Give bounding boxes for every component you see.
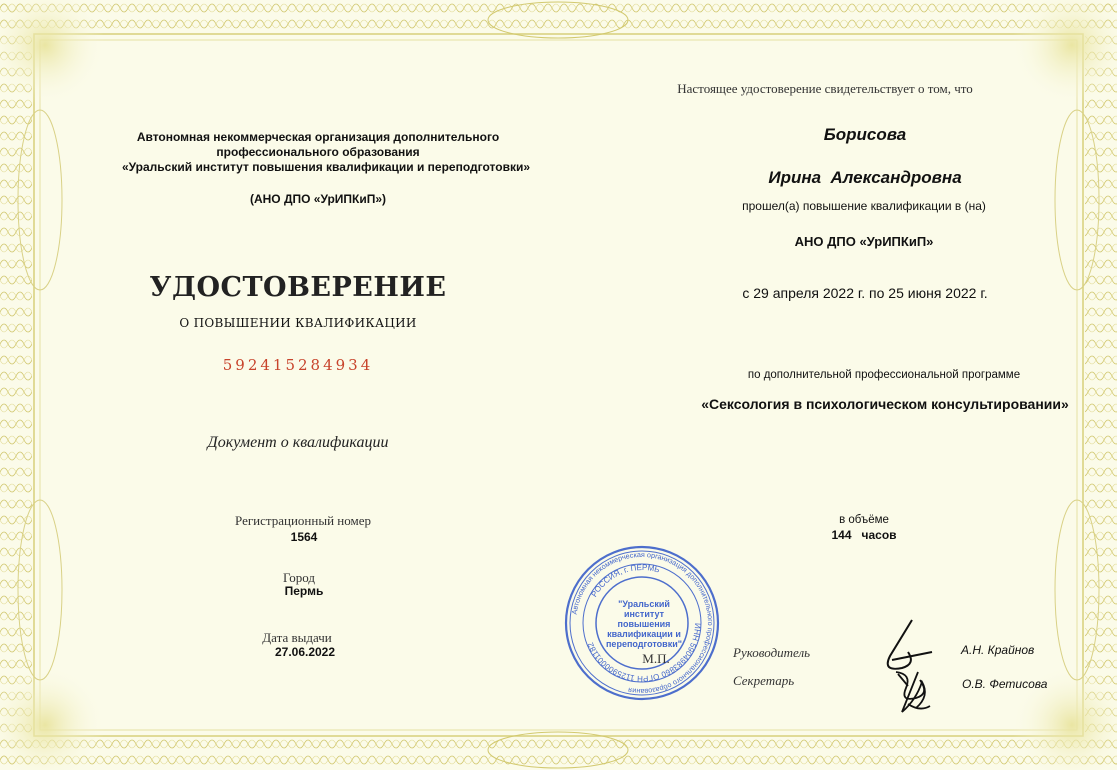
passed-text: прошел(а) повышение квалификации в (на): [742, 199, 986, 213]
registration-label: Регистрационный номер: [235, 513, 371, 528]
program-label: по дополнительной профессиональной программе: [747, 369, 1021, 381]
stamp-mp-label: М.П.: [642, 651, 670, 666]
program-name: «Сексология в психологическом консультировании»: [701, 396, 1069, 412]
stamp-center-line3: повышения: [617, 619, 671, 629]
stamp-center-line4: квалификации и: [607, 629, 681, 639]
intro-text: Настоящее удостоверение свидетельствует о том, что: [677, 81, 973, 96]
org-short-name: (АНО ДПО «УрИПКиП»): [249, 192, 387, 206]
holder-name: Ирина Александровна: [768, 168, 962, 187]
volume-value: 144 часов: [831, 528, 897, 542]
stamp-bottom-text: РОССИЯ, г. ПЕРМЬ: [589, 562, 661, 599]
training-period: с 29 апреля 2022 г. по 25 июня 2022 г.: [742, 285, 988, 301]
city-value: Пермь: [284, 584, 324, 598]
issue-date-label: Дата выдачи: [262, 630, 332, 645]
stamp-center-line2: институт: [623, 609, 665, 619]
signature-secretary: [890, 668, 940, 718]
document-subtitle: О ПОВЫШЕНИИ КВАЛИФИКАЦИИ: [179, 316, 417, 330]
org-name-line3: «Уральский институт повышения квалификации и переподготовки»: [122, 160, 530, 174]
registration-number: 1564: [290, 530, 318, 544]
city-label: Город: [282, 570, 316, 585]
head-label: Руководитель: [733, 645, 811, 660]
stamp-outer-text: Автономная некоммерческая организация дополнительного профессионального образования: [569, 549, 716, 697]
document-title: УДОСТОВЕРЕНИЕ: [149, 272, 447, 303]
holder-surname: Борисова: [823, 125, 907, 144]
head-name: А.Н. Крайнов: [961, 643, 1035, 657]
stamp-center-line5: переподготовки": [606, 639, 682, 649]
org-name-line1: Автономная некоммерческая организация дополнительного: [136, 130, 500, 144]
secretary-label: Секретарь: [733, 673, 795, 688]
training-organization: АНО ДПО «УрИПКиП»: [794, 234, 934, 249]
secretary-name: О.В. Фетисова: [962, 677, 1048, 691]
organization-stamp: [563, 544, 721, 702]
stamp-center-line1: "Уральский: [618, 599, 670, 609]
volume-label: в объёме: [839, 514, 889, 526]
stamp-ids-text: ИНН 5904983860 ОГРН 1125900001182: [585, 622, 703, 684]
org-name-line2: профессионального образования: [216, 145, 420, 159]
certificate-number: 592415284934: [222, 356, 374, 374]
issue-date-value: 27.06.2022: [274, 645, 336, 659]
document-type: Документ о квалификации: [207, 434, 389, 451]
